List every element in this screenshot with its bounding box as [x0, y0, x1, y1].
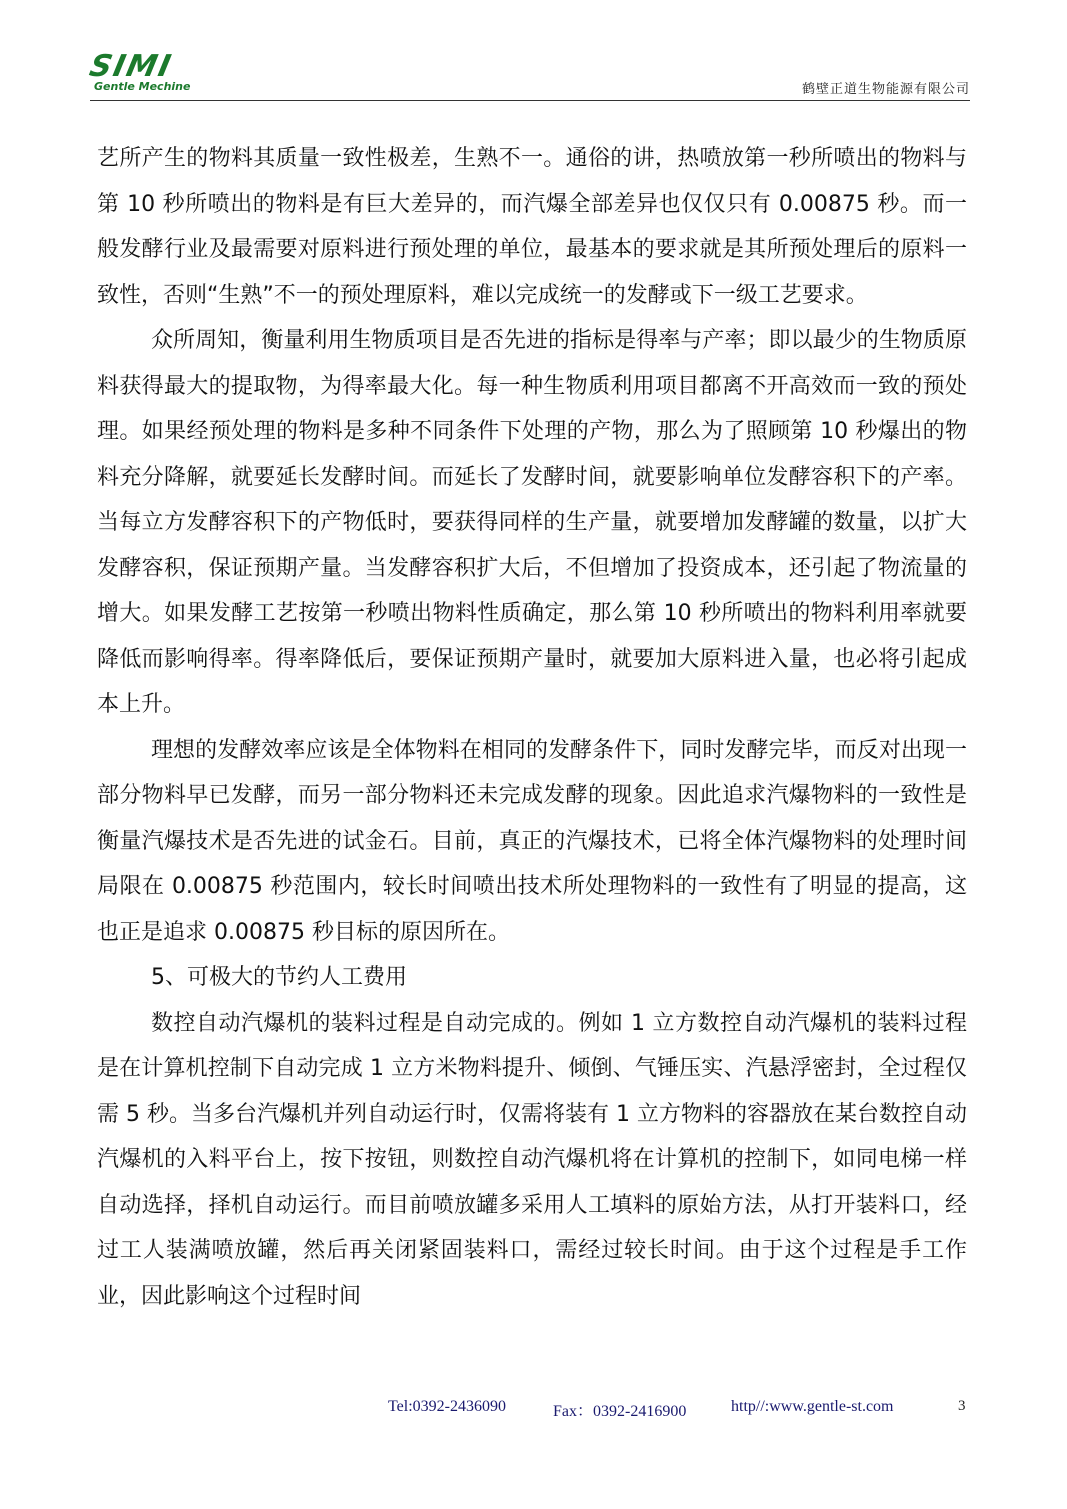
company-logo [86, 49, 200, 94]
page-number: 3 [958, 1398, 966, 1414]
footer-telephone: Tel:0392-2436090 [388, 1398, 506, 1415]
logo-subtitle: Gentle Mechine [94, 80, 191, 93]
footer-fax: Fax：0392-2416900 [553, 1403, 687, 1420]
footer-website: http//:www.gentle-st.com [731, 1398, 894, 1415]
section-heading: 5、可极大的节约人工费用 [151, 965, 407, 990]
company-name: 鹤壁正道生物能源有限公司 [801, 82, 970, 97]
page-footer [380, 1398, 980, 1422]
paragraph-2: 众所周知，衡量利用生物质项目是否先进的指标是得率与产率；即以最少的生物质原料获得最大的提取物，为得率最大化。每一种生物质利用项目都离不开高效而一致的预处理。如果经预处理的物料是多种不同条件下处理的产物，那么为了照顾第 10 秒爆出的物料充分降解，就要延长发酵时间。而延长了发酵时间，就要影响单位发酵容积下的产率。当每立方发酵容积下的产物低时，要获得同样的生产量，就要增加发酵罐的数量，以扩大发酵容积，保证预期产量。当发酵容积扩大后，不但增加了投资成本，还引起了物流量的增大。如果发酵工艺按第一秒喷出物料性质确定，那么第 10 秒所喷出的物料利用率就要降低而影响得率。得率降低后，要保证预期产量时，就要加大原料进入量，也必将引起成本上升。 [97, 328, 967, 717]
header-divider [90, 100, 970, 101]
paragraph-3: 理想的发酵效率应该是全体物料在相同的发酵条件下，同时发酵完毕，而反对出现一部分物料早已发酵，而另一部分物料还未完成发酵的现象。因此追求汽爆物料的一致性是衡量汽爆技术是否先进的试金石。目前，真正的汽爆技术，已将全体汽爆物料的处理时间局限在 0.00875 秒范围内，较长时间喷出技术所处理物料的一致性有了明显的提高，这也正是追求 0.00875 秒目标的原因所在。 [97, 737, 967, 945]
page-header [86, 49, 970, 102]
document-body [97, 136, 967, 1319]
logo-mark: SIMI [86, 49, 176, 84]
paragraph-4: 数控自动汽爆机的装料过程是自动完成的。例如 1 立方数控自动汽爆机的装料过程是在计算机控制下自动完成 1 立方米物料提升、倾倒、气锤压实、汽悬浮密封，全过程仅需 5 秒。当多台汽爆机并列自动运行时，仅需将装有 1 立方物料的容器放在某台数控自动汽爆机的入料平台上，按下按钮，则数控自动汽爆机将在计算机的控制下，如同电梯一样自动选择，择机自动运行。而目前喷放罐多采用人工填料的原始方法，从打开装料口，经过工人装满喷放罐，然后再关闭紧固装料口，需经过较长时间。由于这个过程是手工作业，因此影响这个过程时间 [97, 1010, 967, 1309]
paragraph-1: 艺所产生的物料其质量一致性极差，生熟不一。通俗的讲，热喷放第一秒所喷出的物料与第 10 秒所喷出的物料是有巨大差异的，而汽爆全部差异也仅仅只有 0.00875 秒。而一般发酵行业及最需要对原料进行预处理的单位，最基本的要求就是其所预处理后的原料一致性，否则“生熟”不一的预处理原料，难以完成统一的发酵或下一级工艺要求。 [97, 146, 967, 308]
